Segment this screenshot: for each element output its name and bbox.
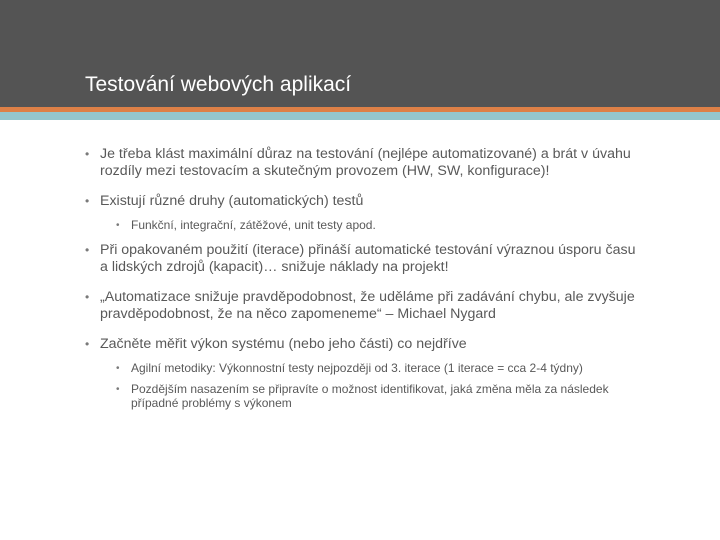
bullet-text: Existují různé druhy (automatických) testů xyxy=(100,193,364,209)
sub-bullet-item: • Funkční, integrační, zátěžové, unit testy apod. xyxy=(116,219,645,233)
sub-bullet-item: • Pozdějším nasazením se připravíte o možnost identifikovat, jaká změna měla za následek případné problémy s výkonem xyxy=(116,383,645,410)
bullet-text: Při opakovaném použití (iterace) přináší automatické testování výraznou úsporu času a lidských zdrojů (kapacit)… snižuje náklady na projekt! xyxy=(100,242,636,275)
bullet-text: „Automatizace snižuje pravděpodobnost, že uděláme při zadávání chybu, ale zvyšuje pravděpodobnost, že na něco zapomeneme“ – Michael Nygard xyxy=(100,289,635,322)
bullet-item xyxy=(85,289,645,322)
bullet-text: Začněte měřit výkon systému (nebo jeho části) co nejdříve xyxy=(100,336,467,352)
bullet-text: Je třeba klást maximální důraz na testování (nejlépe automatizované) a brát v úvahu rozdíly mezi testovacím a skutečným provozem (HW, SW, konfigurace)! xyxy=(100,146,631,179)
bullet-item xyxy=(85,336,645,410)
bullet-item xyxy=(85,146,645,179)
slide-title: Testování webových aplikací xyxy=(85,73,352,96)
sub-bullet-list xyxy=(100,219,645,233)
bullet-item xyxy=(85,242,645,275)
title-bar xyxy=(0,0,720,107)
sub-bullet-list xyxy=(100,362,645,411)
slide-content xyxy=(85,146,645,420)
sub-bullet-item: • Agilní metodiky: Výkonnostní testy nejpozději od 3. iterace (1 iterace = cca 2-4 týdny) xyxy=(116,362,645,376)
accent-stripe-teal xyxy=(0,112,720,120)
bullet-item xyxy=(85,193,645,232)
